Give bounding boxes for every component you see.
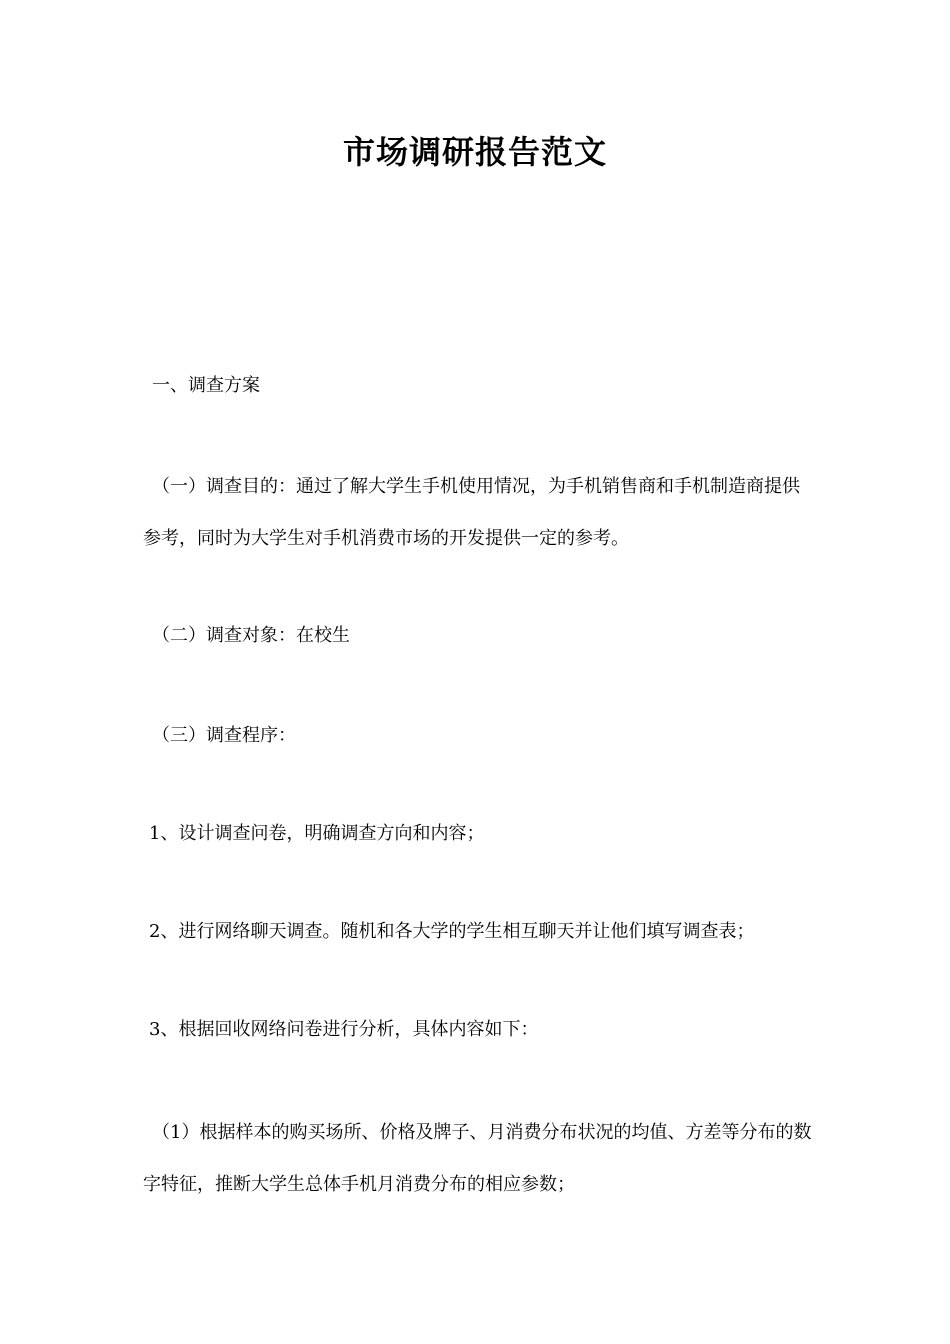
- paragraph-purpose: （一）调查目的：通过了解大学生手机使用情况，为手机销售商和手机制造商提供参考，同时为大学生对手机消费市场的开发提供一定的参考。: [143, 476, 800, 549]
- procedure-step-2: 2、进行网络聊天调查。随机和各大学的学生相互聊天并让他们填写调查表；: [149, 921, 755, 942]
- procedure-step-1: 1、设计调查问卷，明确调查方向和内容；: [149, 823, 485, 844]
- document-title: 市场调研报告范文: [342, 133, 607, 171]
- paragraph-subject: （二）调查对象：在校生: [152, 625, 350, 646]
- procedure-step-3: 3、根据回收网络问卷进行分析，具体内容如下：: [149, 1019, 539, 1040]
- section-heading: 一、调查方案: [152, 375, 260, 396]
- analysis-item-1: （1）根据样本的购买场所、价格及牌子、月消费分布状况的均值、方差等分布的数字特征，推断大学生总体手机月消费分布的相应参数；: [143, 1122, 812, 1195]
- procedure-heading: （三）调查程序：: [152, 725, 296, 746]
